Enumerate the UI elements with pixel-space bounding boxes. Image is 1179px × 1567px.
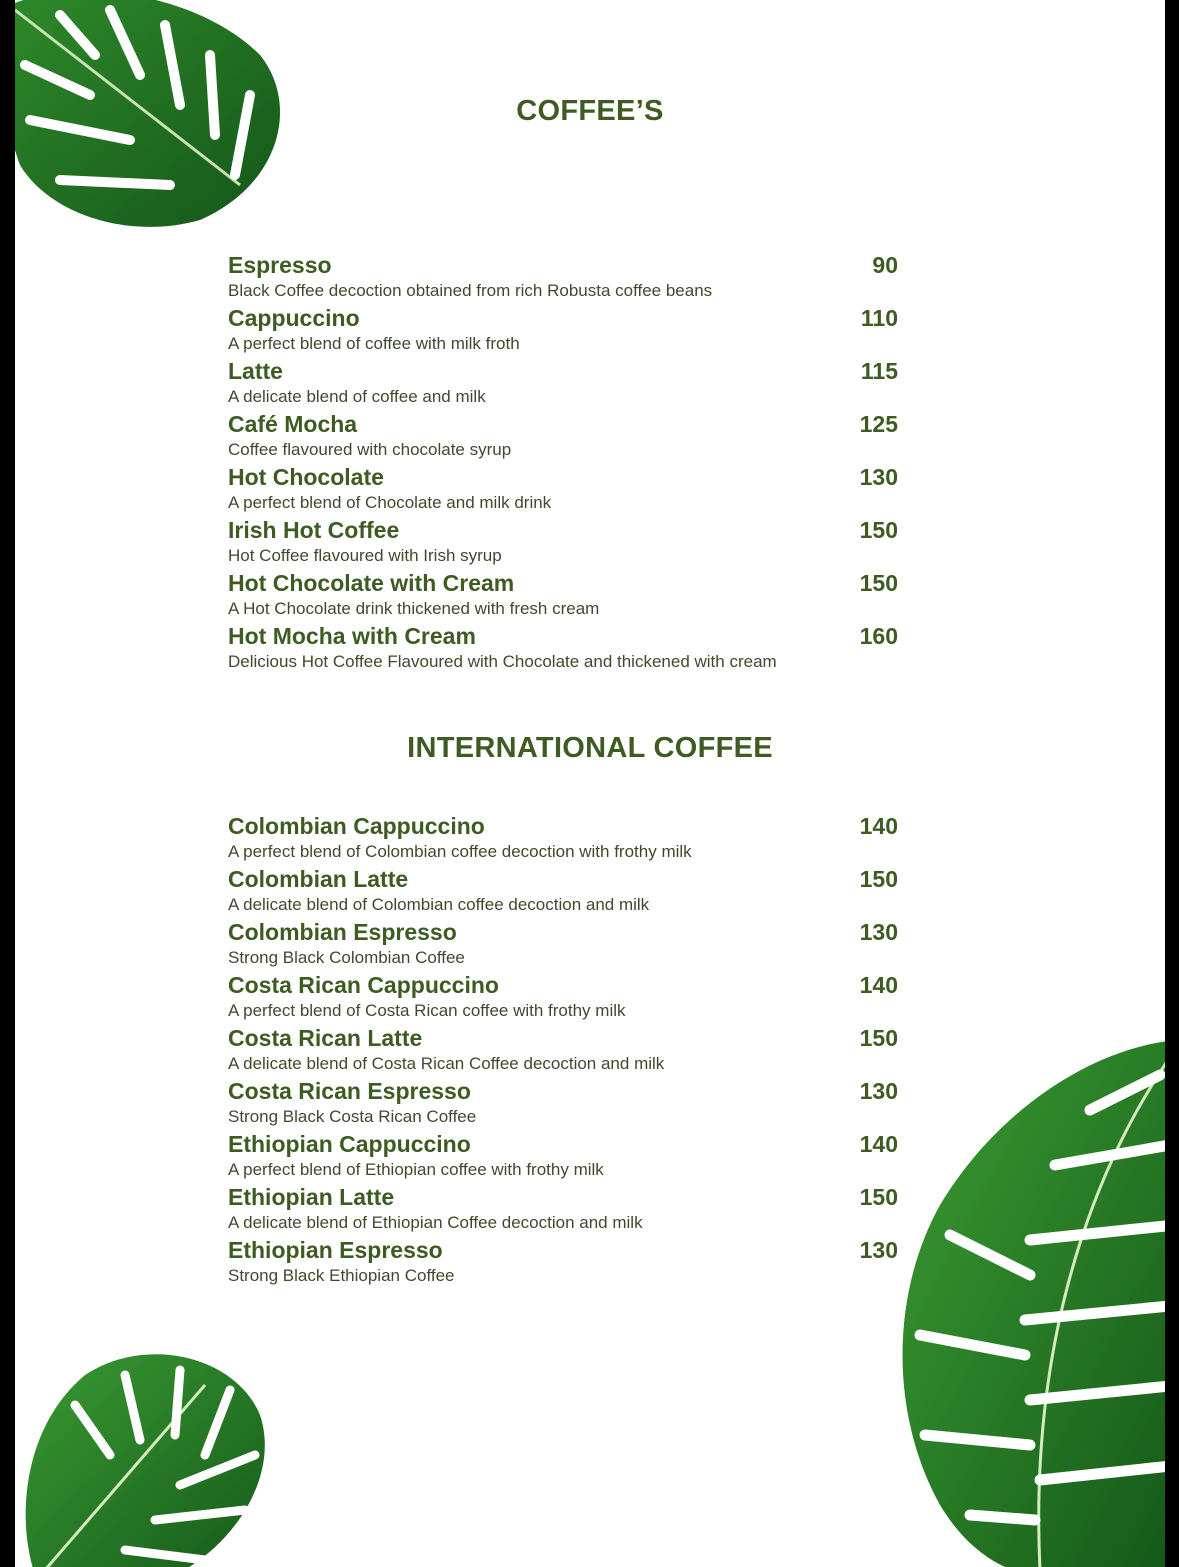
item-price: 130 <box>859 1078 898 1104</box>
item-price: 150 <box>859 1184 898 1210</box>
menu-item <box>228 569 898 622</box>
item-price: 130 <box>859 919 898 945</box>
section-title-coffees: COFFEE’S <box>516 95 664 127</box>
item-name: Cappuccino <box>228 305 360 331</box>
item-name: Costa Rican Cappuccino <box>228 972 499 998</box>
item-description: A Hot Chocolate drink thickened with fresh cream <box>228 599 600 618</box>
item-description: A perfect blend of Colombian coffee decoction with frothy milk <box>228 842 692 861</box>
item-name: Ethiopian Latte <box>228 1184 395 1210</box>
item-price: 150 <box>859 517 898 543</box>
item-name: Café Mocha <box>228 411 358 437</box>
item-description: Strong Black Ethiopian Coffee <box>228 1266 455 1285</box>
item-name: Ethiopian Espresso <box>228 1237 443 1263</box>
item-price: 140 <box>859 813 898 839</box>
item-price: 90 <box>872 252 898 278</box>
menu-item <box>228 918 898 971</box>
menu-item <box>228 971 898 1024</box>
section-title-international-coffee: INTERNATIONAL COFFEE <box>407 732 773 764</box>
item-description: Strong Black Colombian Coffee <box>228 948 465 967</box>
item-description: Strong Black Costa Rican Coffee <box>228 1107 477 1126</box>
item-name: Ethiopian Cappuccino <box>228 1131 471 1157</box>
menu-item <box>228 304 898 357</box>
menu-item <box>228 251 898 304</box>
item-description: A perfect blend of Ethiopian coffee with frothy milk <box>228 1160 604 1179</box>
item-name: Latte <box>228 358 283 384</box>
menu-item <box>228 812 898 865</box>
item-description: Delicious Hot Coffee Flavoured with Chocolate and thickened with cream <box>228 652 777 671</box>
menu-list-international-coffee <box>228 812 898 1289</box>
menu-item <box>228 1130 898 1183</box>
item-price: 150 <box>859 866 898 892</box>
menu-item <box>228 463 898 516</box>
monstera-leaf-icon <box>880 1035 1165 1567</box>
item-price: 115 <box>860 358 898 384</box>
item-description: Hot Coffee flavoured with Irish syrup <box>228 546 502 565</box>
item-name: Hot Chocolate <box>228 464 384 490</box>
item-name: Colombian Cappuccino <box>228 813 485 839</box>
item-description: A perfect blend of coffee with milk froth <box>228 334 520 353</box>
item-name: Espresso <box>228 252 332 278</box>
menu-list-coffees <box>228 251 898 675</box>
item-name: Irish Hot Coffee <box>228 517 400 543</box>
item-name: Costa Rican Espresso <box>228 1078 471 1104</box>
item-name: Colombian Espresso <box>228 919 457 945</box>
item-description: A perfect blend of Costa Rican coffee with frothy milk <box>228 1001 626 1020</box>
item-price: 140 <box>859 1131 898 1157</box>
item-description: A delicate blend of Colombian coffee decoction and milk <box>228 895 650 914</box>
item-name: Colombian Latte <box>228 866 409 892</box>
menu-item <box>228 357 898 410</box>
menu-item <box>228 622 898 675</box>
item-price: 150 <box>859 570 898 596</box>
menu-item <box>228 516 898 569</box>
item-description: A perfect blend of Chocolate and milk drink <box>228 493 552 512</box>
menu-page <box>15 0 1165 1567</box>
item-description: Coffee flavoured with chocolate syrup <box>228 440 512 459</box>
item-description: A delicate blend of Ethiopian Coffee decoction and milk <box>228 1213 643 1232</box>
item-name: Hot Chocolate with Cream <box>228 570 515 596</box>
item-description: A delicate blend of coffee and milk <box>228 387 486 406</box>
item-description: Black Coffee decoction obtained from rich Robusta coffee beans <box>228 281 713 300</box>
item-price: 110 <box>860 305 898 331</box>
item-price: 160 <box>859 623 898 649</box>
menu-item <box>228 1183 898 1236</box>
item-price: 150 <box>859 1025 898 1051</box>
menu-item <box>228 865 898 918</box>
item-price: 130 <box>859 1237 898 1263</box>
item-price: 140 <box>859 972 898 998</box>
item-price: 130 <box>859 464 898 490</box>
menu-item <box>228 410 898 463</box>
item-name: Costa Rican Latte <box>228 1025 423 1051</box>
monstera-leaf-icon <box>15 1345 275 1567</box>
menu-item <box>228 1236 898 1289</box>
item-price: 125 <box>859 411 898 437</box>
menu-item <box>228 1024 898 1077</box>
item-name: Hot Mocha with Cream <box>228 623 476 649</box>
item-description: A delicate blend of Costa Rican Coffee decoction and milk <box>228 1054 665 1073</box>
menu-item <box>228 1077 898 1130</box>
